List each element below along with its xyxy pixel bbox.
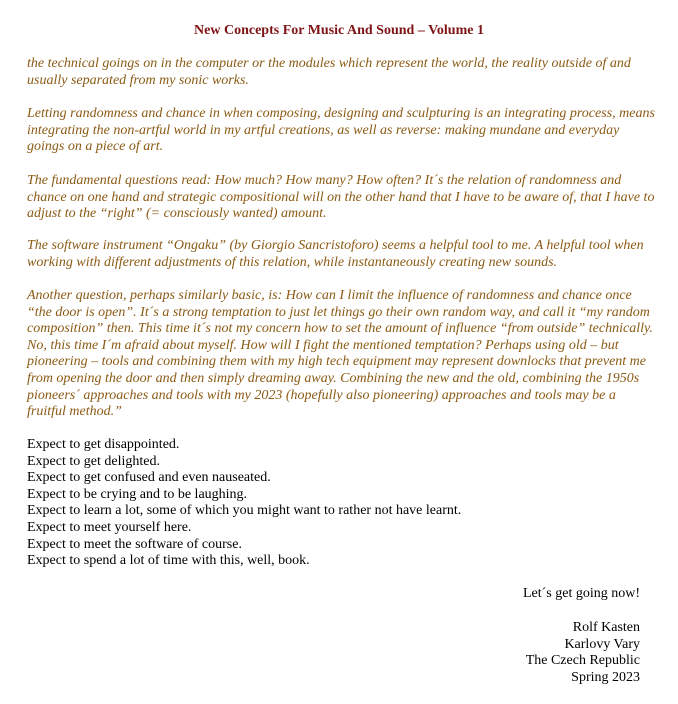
expectation-item: Expect to be crying and to be laughing. [27,486,248,502]
closing-line: Let´s get going now! [522,586,640,601]
signature-date: Spring 2023 [571,669,640,685]
expectation-item: Expect to get disappointed. [27,437,180,452]
paragraph-2: Letting randomness and chance in when composing, designing and sculpturing is an integrating process, means integrating the non-artful world in my artful creations, as well as reverse: making mundane and everyday goings on a piece of art. [27,106,655,155]
expectation-item: Expect to learn a lot, some of which you might want to rather not have learnt. [27,503,462,519]
expectation-item: Expect to get delighted. [27,453,160,469]
expectation-item: Expect to meet yourself here. [27,519,192,535]
paragraph-3: The fundamental questions read: How much? How many? How often? It´s the relation of randomness and chance on one hand and strategic compositional will on the other hand that I have to be aware of, that I have to adjust to the “right” (= consciously wanted) amount. [27,173,655,222]
expectation-item: Expect to meet the software of course. [27,536,242,552]
page-title: New Concepts For Music And Sound – Volume 1 [194,23,484,38]
expectation-item: Expect to spend a lot of time with this, well, book. [27,553,310,569]
expectation-item: Expect to get confused and even nauseated. [27,470,271,486]
author-country: The Czech Republic [525,653,640,669]
expectations-list [27,437,461,570]
paragraph-5: Another question, perhaps similarly basic, is: How can I limit the influence of randomness and chance once “the door is open”. It´s a strong temptation to just let things go their own random way, and call it “my random composition” then. This time it´s not my concern how to set the amount of influence “from outside” technically. No, this time I´m afraid about myself. How will I fight the mentioned temptation? Perhaps using old – but pioneering – tools and combining them with my high tech equipment may represent downlocks that prevent me from opening the door and then simply dreaming away. Combining the new and the old, combining the 1950s pioneers´ approaches and tools with my 2023 (hopefully also pioneering) approaches and tools may be a fruitful method.” [27,288,653,420]
author-name: Rolf Kasten [572,620,640,635]
paragraph-1: the technical goings on in the computer or the modules which represent the world, the reality outside of and usually separated from my sonic works. [27,56,631,88]
signature-block [526,620,640,686]
author-city: Karlovy Vary [564,636,640,652]
paragraph-4: The software instrument “Ongaku” (by Giorgio Sancristoforo) seems a helpful tool to me. A helpful tool when working with different adjustments of this relation, while instantaneously creating new sounds. [27,238,644,270]
